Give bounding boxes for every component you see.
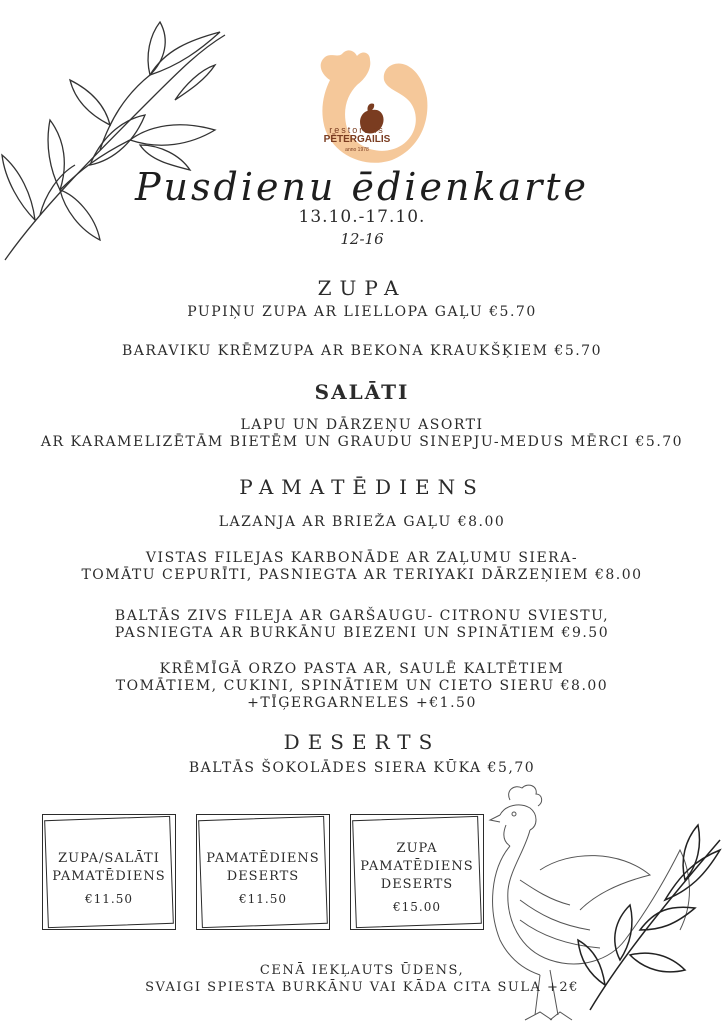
combo-price: €11.50	[239, 892, 287, 906]
menu-item: TOMĀTIEM, CUKINI, SPINĀTIEM UN CIETO SIERU €8.00	[115, 678, 609, 694]
menu-hours: 12-16	[340, 230, 384, 248]
combo-line: ZUPA	[396, 841, 438, 856]
combo-price: €11.50	[85, 892, 133, 906]
menu-item: LAPU UN DĀRZEŅU ASORTI	[240, 417, 484, 433]
menu-item: BALTĀS ŠOKOLĀDES SIERA KŪKA €5,70	[188, 760, 536, 776]
combo-box-3	[350, 814, 484, 930]
logo-line2: PĒTERGAILIS	[323, 134, 391, 145]
combo-price: €15.00	[393, 900, 441, 914]
combo-line: DESERTS	[226, 869, 300, 884]
logo-line3: anno 1978	[345, 147, 369, 153]
combo-box-2	[196, 814, 330, 930]
combo-line: PAMATĒDIENS	[360, 859, 474, 874]
menu-item: AR KARAMELIZĒTĀM BIETĒM UN GRAUDU SINEPJU-MEDUS MĒRCI €5.70	[40, 434, 684, 450]
menu-item: PUPIŅU ZUPA AR LIELLOPA GAĻU €5.70	[187, 304, 537, 320]
menu-item: KRĒMĪGĀ ORZO PASTA AR, SAULĒ KALTĒTIEM	[159, 661, 565, 677]
menu-title: Pusdienu ēdienkarte	[134, 165, 590, 209]
section-title-salati: SALĀTI	[314, 380, 410, 404]
section-title-zupa: ZUPA	[317, 276, 407, 300]
section-title-deserts: DESERTS	[283, 730, 441, 754]
menu-item: BALTĀS ZIVS FILEJA AR GARŠAUGU- CITRONU SVIESTU,	[114, 608, 610, 624]
menu-item: BARAVIKU KRĒMZUPA AR BEKONA KRAUKŠĶIEM €5.70	[122, 343, 602, 359]
footer-line-2: SVAIGI SPIESTA BURKĀNU VAI KĀDA CITA SULA +2€	[145, 980, 579, 995]
menu-item: +TĪĢERGARNELES +€1.50	[247, 695, 477, 711]
combo-box-1	[42, 814, 176, 930]
menu-item: PASNIEGTA AR BURKĀNU BIEZENI UN SPINĀTIEM €9.50	[114, 625, 610, 641]
menu-item: LAZANJA AR BRIEŽA GAĻU €8.00	[218, 514, 506, 530]
combo-line: PAMATĒDIENS	[206, 851, 320, 866]
combo-line: DESERTS	[380, 877, 454, 892]
combo-line: PAMATĒDIENS	[52, 869, 166, 884]
menu-dates: 13.10.-17.10.	[298, 207, 426, 227]
logo-text	[322, 125, 392, 153]
menu-item: VISTAS FILEJAS KARBONĀDE AR ZAĻUMU SIERA-	[145, 550, 579, 566]
menu-item: TOMĀTU CEPURĪTI, PASNIEGTA AR TERIYAKI DĀRZEŅIEM €8.00	[81, 567, 643, 583]
combo-line: ZUPA/SALĀTI	[58, 851, 160, 866]
section-title-pamatediens: PAMATĒDIENS	[239, 475, 485, 499]
footer-line-1: CENĀ IEKĻAUTS ŪDENS,	[259, 963, 465, 978]
logo-line1: restorāns	[329, 125, 385, 135]
